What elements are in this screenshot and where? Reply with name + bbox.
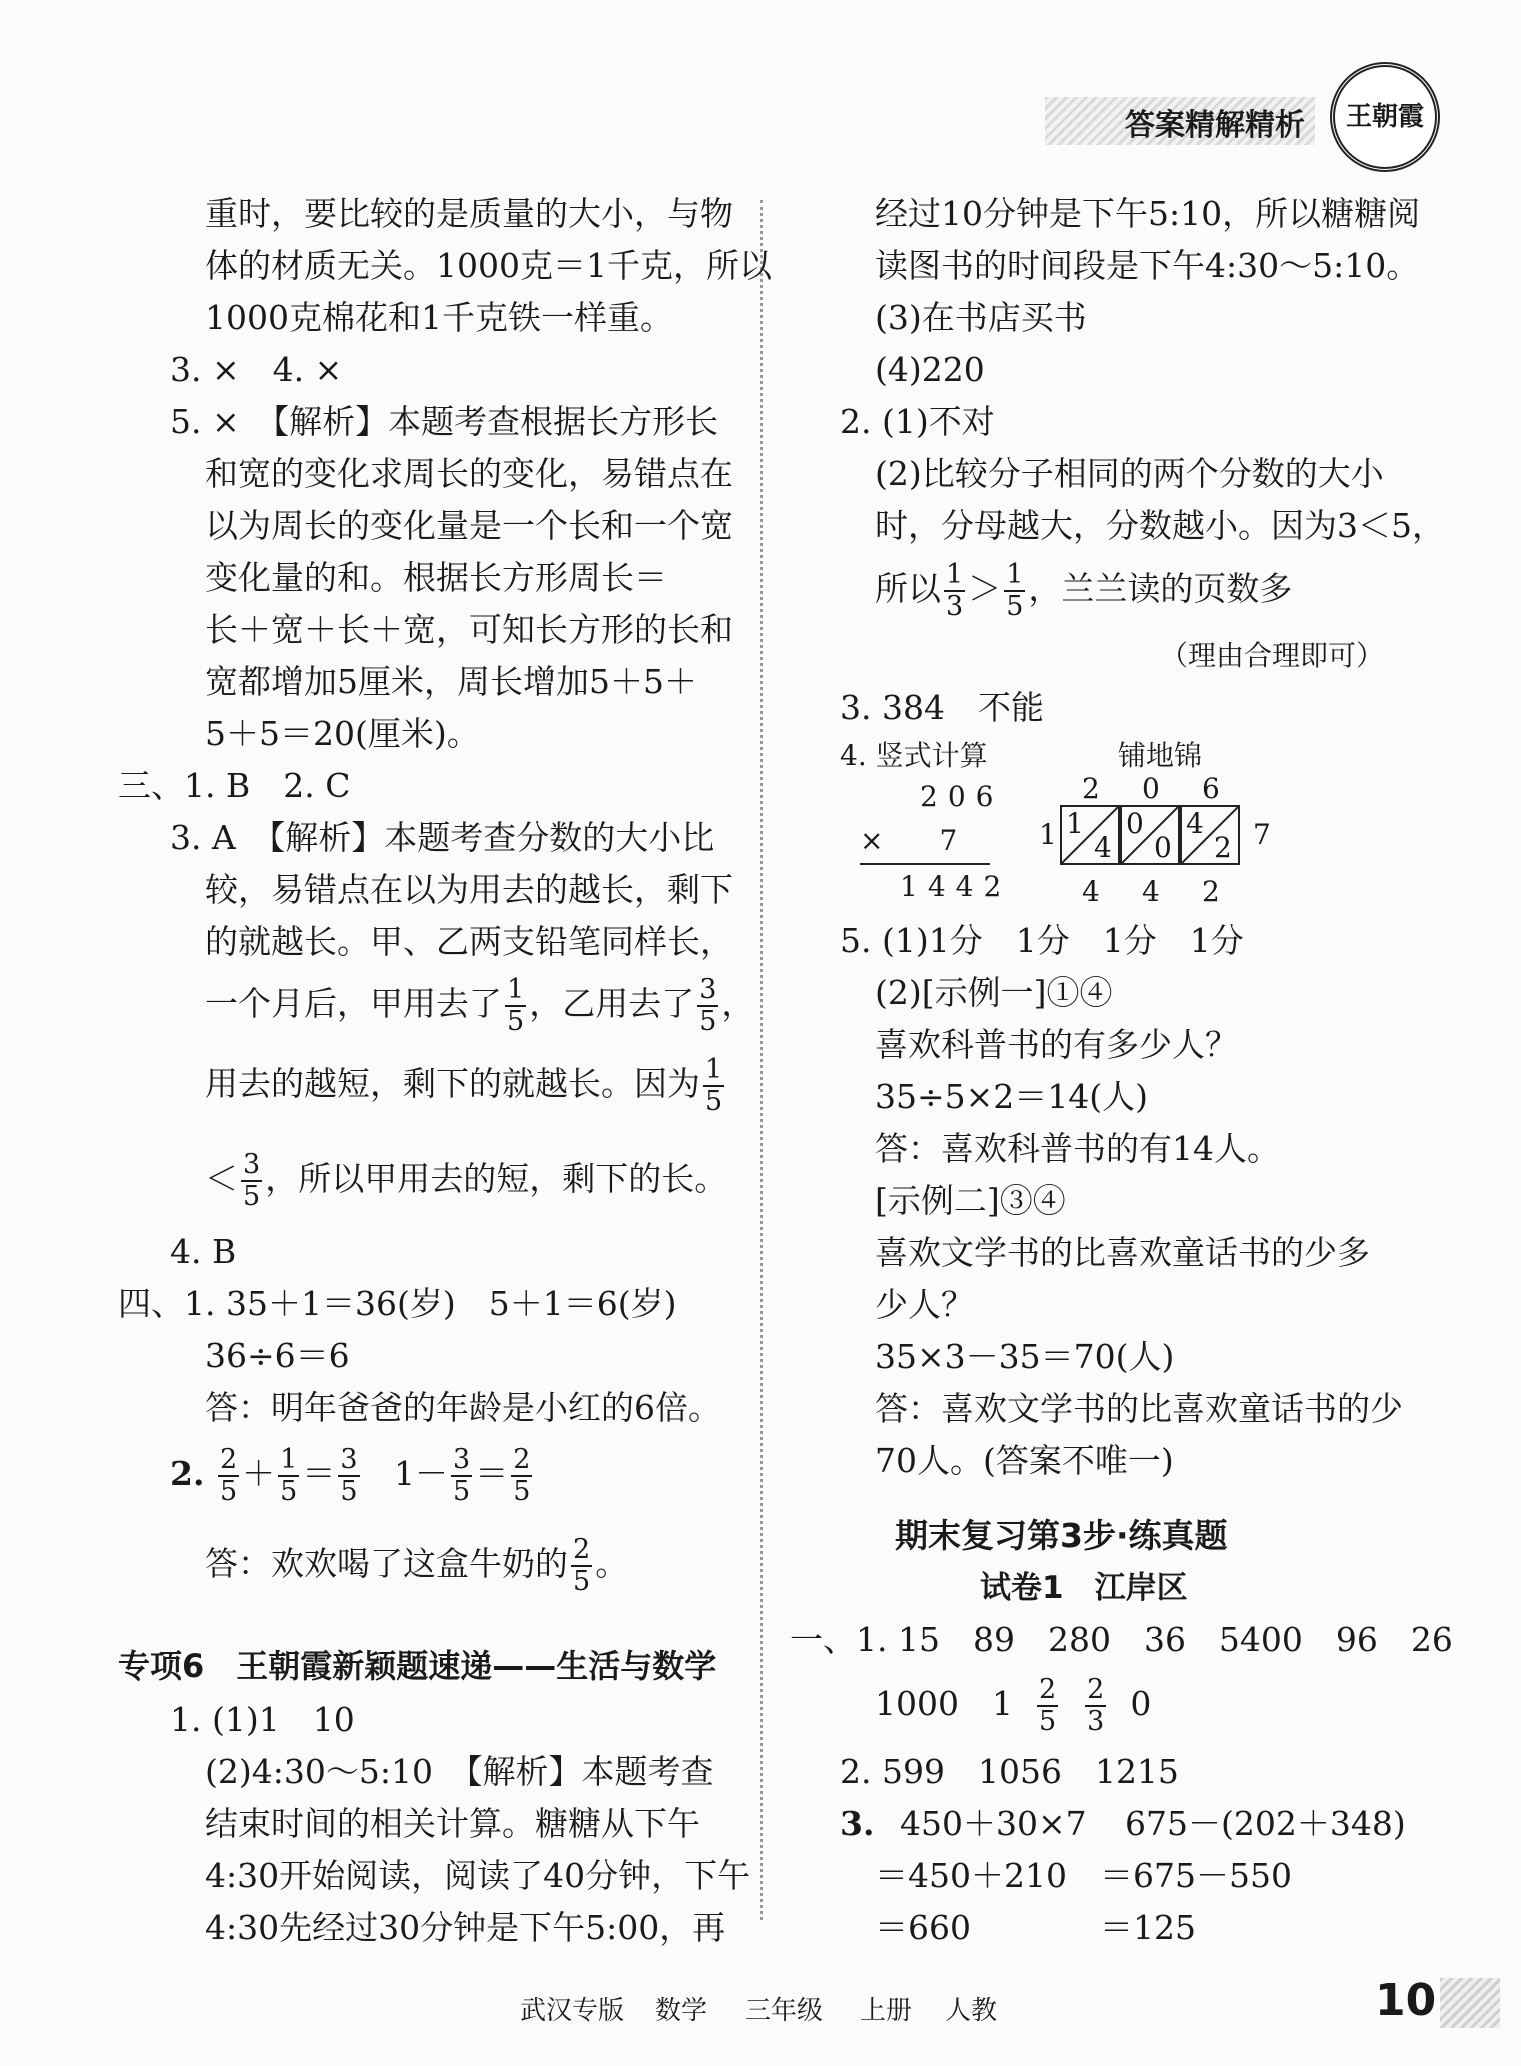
multiplicand: 206 (920, 780, 1004, 813)
text-line: [示例二]③④ (875, 1181, 1066, 1220)
fraction: $\frac{1}{5}$ (280, 1444, 298, 1507)
answer-1: 1. (1)1 10 (170, 1700, 355, 1739)
lattice-digit: 4 (1142, 875, 1160, 908)
lattice-cell (1180, 805, 1240, 865)
text-line-with-fraction: ＜ $\frac{3}{5}$ ，所以甲用去的短，剩下的长。 (205, 1149, 728, 1212)
text-line: 35÷5×2＝14(人) (875, 1077, 1149, 1116)
answer-4-label: 4. 竖式计算 (840, 739, 988, 772)
lattice-digit: 2 (1082, 772, 1100, 805)
section-4-answer-1: 四、1. 35＋1＝36(岁) 5＋1＝6(岁) (118, 1284, 677, 1323)
brand-logo: 王朝霞 (1330, 62, 1440, 172)
lattice-digit: 1 (1039, 818, 1057, 851)
calc-line: 675－(202＋348) (1125, 1804, 1406, 1843)
paper-title: 试卷1 江岸区 (980, 1570, 1188, 1606)
footer-grade: 三年级 (745, 1996, 824, 2026)
text-line: 经过10分钟是下午5:10，所以糖糖阅 (875, 194, 1421, 233)
calc-line: ＝125 (1100, 1908, 1196, 1947)
lattice-digit: 7 (1253, 818, 1271, 851)
fraction: $\frac{3}{5}$ (340, 1444, 358, 1507)
text-line-with-fractions: 所以 $\frac{1}{3}$ ＞ $\frac{1}{5}$ ，兰兰读的页数多 (875, 559, 1293, 622)
footer-subject: 数学 (655, 1996, 708, 2026)
exam-answer-2: 2. 599 1056 1215 (840, 1752, 1179, 1791)
text-line: 宽都增加5厘米，周长增加5＋5＋ (205, 662, 697, 701)
fraction: $\frac{1}{3}$ (946, 559, 964, 622)
answer-3: 3. 384 不能 (840, 688, 1044, 727)
exam-answer-3-label: 3. (840, 1804, 875, 1843)
text-line: 5＋5＝20(厘米)。 (205, 714, 480, 753)
text-line: 和宽的变化求周长的变化，易错点在 (205, 454, 733, 493)
lattice-digit: 0 (1142, 772, 1160, 805)
text-line: 以为周长的变化量是一个长和一个宽 (205, 506, 733, 545)
lattice-digit: 4 (1186, 807, 1204, 840)
text-line-with-fraction: 答：欢欢喝了这盒牛奶的 $\frac{2}{5}$ 。 (205, 1534, 629, 1597)
answer-3-4: 3. × 4. × (170, 350, 343, 389)
text-line: 的就越长。甲、乙两支铅笔同样长， (205, 922, 733, 961)
footer-publisher: 人教 (945, 1996, 998, 2026)
answer-3-3: 3. A 【解析】本题考查分数的大小比 (170, 818, 715, 857)
text-line: (2)[示例一]①④ (875, 973, 1113, 1012)
lattice-digit: 6 (1202, 772, 1220, 805)
fraction: $\frac{3}{5}$ (243, 1149, 261, 1212)
lattice-cell (1060, 805, 1120, 865)
text-line: 读图书的时间段是下午4:30～5:10。 (875, 246, 1420, 285)
lattice-digit: 0 (1126, 807, 1144, 840)
text-line: 4:30开始阅读，阅读了40分钟，下午 (205, 1856, 751, 1895)
fraction-equation: 2. $\frac{2}{5}$ ＋ $\frac{1}{5}$ ＝ $\frac{3}{5}$ 1－ $\frac{3}{5}$ ＝ $\frac{2}{5}$ (170, 1444, 531, 1507)
text-line: 35×3－35＝70(人) (875, 1337, 1175, 1376)
text-line: 喜欢文学书的比喜欢童话书的少多 (875, 1233, 1370, 1272)
text-line: 变化量的和。根据长方形周长＝ (205, 558, 667, 597)
vertical-multiplication (860, 775, 1011, 909)
fraction: $\frac{2}{5}$ (1038, 1674, 1057, 1737)
text-line: 答：明年爸爸的年龄是小红的6倍。 (205, 1388, 721, 1427)
footer-edition: 武汉专版 (520, 1996, 625, 2026)
calc-line: ＝450＋210 (875, 1856, 1067, 1895)
lattice-digit: 1 (1066, 807, 1084, 840)
text-line: 结束时间的相关计算。糖糖从下午 (205, 1804, 700, 1843)
text-line: 较，易错点在以为用去的越长，剩下 (205, 870, 733, 909)
answer-5: 5. × 【解析】本题考查根据长方形长 (170, 402, 719, 441)
fraction: $\frac{2}{3}$ (1087, 1674, 1105, 1737)
header-label: 答案精解精析 (1125, 108, 1305, 143)
text-line: 70人。(答案不唯一) (875, 1441, 1174, 1480)
text-line: 4:30先经过30分钟是下午5:00，再 (205, 1908, 726, 1947)
multiplier: × 7 (860, 819, 990, 865)
lattice-digit: 2 (1214, 831, 1232, 864)
page-number: 10 (1375, 1975, 1437, 2026)
answer-2: 2. (1)不对 (840, 402, 995, 441)
text-line: 重时，要比较的是质量的大小，与物 (205, 194, 733, 233)
product: 1442 (900, 870, 1012, 903)
calc-line: ＝675－550 (1100, 1856, 1292, 1895)
text-line: (4)220 (875, 350, 985, 389)
text-line: 答：喜欢科普书的有14人。 (875, 1129, 1280, 1168)
fraction: $\frac{1}{5}$ (507, 974, 525, 1037)
footer-volume: 上册 (860, 1996, 913, 2026)
lattice-digit: 0 (1154, 831, 1172, 864)
text-line: (2)比较分子相同的两个分数的大小 (875, 454, 1384, 493)
text-line-with-fractions: 一个月后，甲用去了 $\frac{1}{5}$ ，乙用去了 $\frac{3}{5}$ ， (205, 974, 755, 1037)
text-line: (3)在书店买书 (875, 298, 1087, 337)
calc-line: ＝660 (875, 1908, 971, 1947)
text-line: 36÷6＝6 (205, 1336, 350, 1375)
lattice-label: 铺地锦 (1118, 739, 1203, 772)
section-3-answers: 三、1. B 2. C (118, 766, 351, 805)
fraction: $\frac{3}{5}$ (453, 1444, 471, 1507)
text-line: 体的材质无关。1000克＝1千克，所以 (205, 246, 772, 285)
text-line: 答：喜欢文学书的比喜欢童话书的少 (875, 1389, 1403, 1428)
lattice-digit: 4 (1094, 831, 1112, 864)
text-line-with-fraction: 用去的越短，剩下的就越长。因为 $\frac{1}{5}$ (205, 1054, 723, 1117)
section-title: 期末复习第3步·练真题 (895, 1516, 1228, 1555)
text-line: 长＋宽＋长＋宽，可知长方形的长和 (205, 610, 733, 649)
calc-line: 450＋30×7 (900, 1804, 1087, 1843)
lattice-digit: 4 (1082, 875, 1100, 908)
text-line: 喜欢科普书的有多少人？ (875, 1025, 1238, 1064)
fraction: $\frac{2}{5}$ (219, 1444, 238, 1507)
note: （理由合理即可） (1160, 639, 1385, 672)
fraction: $\frac{1}{5}$ (1006, 559, 1024, 622)
fraction: $\frac{3}{5}$ (699, 974, 717, 1037)
answer-3-4: 4. B (170, 1232, 237, 1271)
lattice-digit: 2 (1202, 875, 1220, 908)
exam-answer-1: 一、1. 15 89 280 36 5400 96 26 (790, 1620, 1453, 1659)
text-line: (2)4:30～5:10 【解析】本题考查 (205, 1752, 714, 1791)
text-line: 时，分母越大，分数越小。因为3＜5， (875, 506, 1445, 545)
lattice-cell (1120, 805, 1180, 865)
answer-5: 5. (1)1分 1分 1分 1分 (840, 921, 1244, 960)
text-line: 少人？ (875, 1285, 974, 1324)
page-number-decoration (1440, 1978, 1500, 2028)
topic-heading: 专项6 王朝霞新颖题速递——生活与数学 (118, 1647, 717, 1685)
text-line: 1000克棉花和1千克铁一样重。 (205, 298, 673, 337)
text-line-with-fractions: 1000 1 $\frac{2}{5}$ $\frac{2}{3}$ 0 (875, 1674, 1152, 1737)
fraction: $\frac{1}{5}$ (705, 1054, 723, 1117)
fraction: $\frac{2}{5}$ (573, 1534, 591, 1597)
fraction: $\frac{2}{5}$ (513, 1444, 531, 1507)
column-divider (760, 200, 763, 1920)
